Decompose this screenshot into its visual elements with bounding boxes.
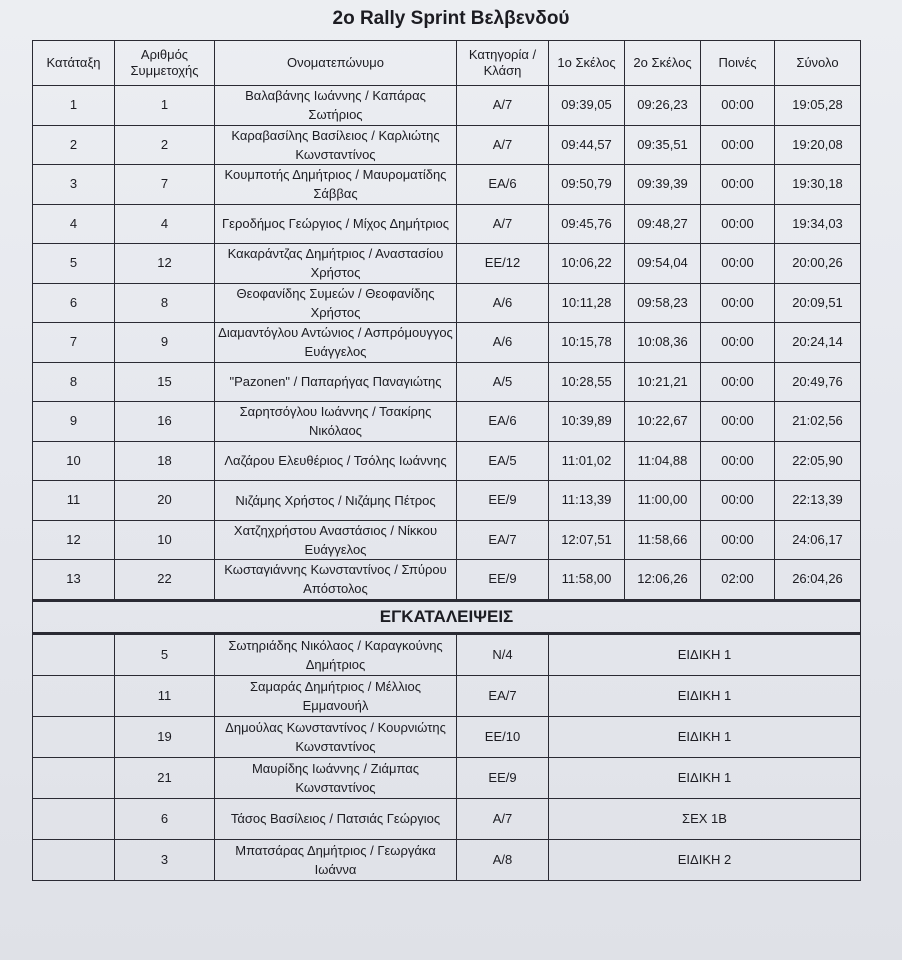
- class-cell: Α/7: [457, 798, 549, 839]
- retirement-stage-cell: ΕΙΔΙΚΗ 1: [549, 675, 861, 716]
- class-cell: Α/7: [457, 125, 549, 165]
- crew-name-cell: Σωτηριάδης Νικόλαος / Καραγκούνης Δημήτριος: [215, 633, 457, 675]
- result-row: [33, 481, 861, 521]
- total-time-cell: 19:20,08: [775, 125, 861, 165]
- entry-number-cell: 12: [115, 244, 215, 284]
- crew-name-cell: Βαλαβάνης Ιωάννης / Καπάρας Σωτήριος: [215, 86, 457, 126]
- total-time-cell: 20:09,51: [775, 283, 861, 323]
- leg-1-time-cell: 10:11,28: [549, 283, 625, 323]
- result-row: [33, 362, 861, 402]
- retirement-stage-cell: ΕΙΔΙΚΗ 1: [549, 716, 861, 757]
- empty-position-cell: [33, 675, 115, 716]
- penalty-cell: 00:00: [701, 402, 775, 442]
- penalty-cell: 00:00: [701, 481, 775, 521]
- leg-1-time-cell: 12:07,51: [549, 520, 625, 560]
- entry-number-cell: 21: [115, 757, 215, 798]
- header-row: [33, 41, 861, 86]
- class-cell: Α/7: [457, 204, 549, 244]
- position-cell: 11: [33, 481, 115, 521]
- retirement-row: [33, 716, 861, 757]
- result-row: [33, 86, 861, 126]
- leg-2-time-cell: 10:22,67: [625, 402, 701, 442]
- leg-2-time-cell: 10:21,21: [625, 362, 701, 402]
- crew-name-cell: Σαμαράς Δημήτριος / Μέλλιος Εμμανουήλ: [215, 675, 457, 716]
- penalty-cell: 00:00: [701, 283, 775, 323]
- entry-number-cell: 15: [115, 362, 215, 402]
- crew-name-cell: Κακαράντζας Δημήτριος / Αναστασίου Χρήστος: [215, 244, 457, 284]
- position-cell: 8: [33, 362, 115, 402]
- empty-position-cell: [33, 798, 115, 839]
- total-time-cell: 20:24,14: [775, 323, 861, 363]
- empty-position-cell: [33, 716, 115, 757]
- leg-2-time-cell: 11:00,00: [625, 481, 701, 521]
- retirement-row: [33, 757, 861, 798]
- leg-2-time-cell: 09:35,51: [625, 125, 701, 165]
- class-cell: ΕΕ/9: [457, 757, 549, 798]
- leg-1-time-cell: 10:39,89: [549, 402, 625, 442]
- class-cell: Α/5: [457, 362, 549, 402]
- entry-number-cell: 6: [115, 798, 215, 839]
- position-cell: 5: [33, 244, 115, 284]
- class-cell: ΕΕ/12: [457, 244, 549, 284]
- result-row: [33, 244, 861, 284]
- position-cell: 7: [33, 323, 115, 363]
- result-row: [33, 560, 861, 601]
- crew-name-cell: Κωσταγιάννης Κωνσταντίνος / Σπύρου Απόστολος: [215, 560, 457, 601]
- entry-number-cell: 5: [115, 633, 215, 675]
- class-cell: Α/6: [457, 283, 549, 323]
- leg-1-time-cell: 10:28,55: [549, 362, 625, 402]
- penalty-cell: 00:00: [701, 86, 775, 126]
- header-leg-2: 2ο Σκέλος: [625, 41, 701, 86]
- leg-1-time-cell: 11:58,00: [549, 560, 625, 601]
- retirement-stage-cell: ΣΕΧ 1Β: [549, 798, 861, 839]
- penalty-cell: 00:00: [701, 520, 775, 560]
- crew-name-cell: "Pazonen" / Παπαρήγας Παναγιώτης: [215, 362, 457, 402]
- position-cell: 1: [33, 86, 115, 126]
- leg-1-time-cell: 09:39,05: [549, 86, 625, 126]
- class-cell: ΕΑ/5: [457, 441, 549, 481]
- penalty-cell: 00:00: [701, 323, 775, 363]
- crew-name-cell: Σαρητσόγλου Ιωάννης / Τσακίρης Νικόλαος: [215, 402, 457, 442]
- retirement-stage-cell: ΕΙΔΙΚΗ 1: [549, 633, 861, 675]
- position-cell: 10: [33, 441, 115, 481]
- results-table: [32, 40, 861, 881]
- leg-1-time-cell: 10:06,22: [549, 244, 625, 284]
- total-time-cell: 22:13,39: [775, 481, 861, 521]
- class-cell: ΕΑ/7: [457, 520, 549, 560]
- leg-2-time-cell: 09:26,23: [625, 86, 701, 126]
- entry-number-cell: 11: [115, 675, 215, 716]
- class-cell: Α/8: [457, 839, 549, 880]
- retirements-header-row: [33, 600, 861, 633]
- entry-number-cell: 10: [115, 520, 215, 560]
- entry-number-cell: 20: [115, 481, 215, 521]
- total-time-cell: 20:49,76: [775, 362, 861, 402]
- leg-1-time-cell: 09:44,57: [549, 125, 625, 165]
- crew-name-cell: Κουμποτής Δημήτριος / Μαυροματίδης Σάββας: [215, 165, 457, 205]
- leg-2-time-cell: 10:08,36: [625, 323, 701, 363]
- result-row: [33, 323, 861, 363]
- retirement-row: [33, 798, 861, 839]
- crew-name-cell: Μαυρίδης Ιωάννης / Ζιάμπας Κωνσταντίνος: [215, 757, 457, 798]
- crew-name-cell: Γεροδήμος Γεώργιος / Μίχος Δημήτριος: [215, 204, 457, 244]
- crew-name-cell: Λαζάρου Ελευθέριος / Τσόλης Ιωάννης: [215, 441, 457, 481]
- leg-1-time-cell: 10:15,78: [549, 323, 625, 363]
- position-cell: 9: [33, 402, 115, 442]
- leg-2-time-cell: 09:39,39: [625, 165, 701, 205]
- leg-2-time-cell: 09:54,04: [625, 244, 701, 284]
- total-time-cell: 21:02,56: [775, 402, 861, 442]
- crew-name-cell: Δημούλας Κωνσταντίνος / Κουρνιώτης Κωνσταντίνος: [215, 716, 457, 757]
- position-cell: 12: [33, 520, 115, 560]
- total-time-cell: 24:06,17: [775, 520, 861, 560]
- total-time-cell: 22:05,90: [775, 441, 861, 481]
- class-cell: Α/6: [457, 323, 549, 363]
- header-category-class: Κατηγορία / Κλάση: [457, 41, 549, 86]
- entry-number-cell: 4: [115, 204, 215, 244]
- entry-number-cell: 7: [115, 165, 215, 205]
- header-leg-1: 1ο Σκέλος: [549, 41, 625, 86]
- leg-1-time-cell: 11:01,02: [549, 441, 625, 481]
- entry-number-cell: 9: [115, 323, 215, 363]
- result-row: [33, 165, 861, 205]
- crew-name-cell: Χατζηχρήστου Αναστάσιος / Νίκκου Ευάγγελος: [215, 520, 457, 560]
- empty-position-cell: [33, 633, 115, 675]
- total-time-cell: 20:00,26: [775, 244, 861, 284]
- entry-number-cell: 18: [115, 441, 215, 481]
- header-penalties: Ποινές: [701, 41, 775, 86]
- leg-1-time-cell: 09:50,79: [549, 165, 625, 205]
- penalty-cell: 00:00: [701, 441, 775, 481]
- crew-name-cell: Μπατσάρας Δημήτριος / Γεωργάκα Ιωάννα: [215, 839, 457, 880]
- penalty-cell: 00:00: [701, 362, 775, 402]
- result-row: [33, 283, 861, 323]
- retirement-row: [33, 633, 861, 675]
- crew-name-cell: Τάσος Βασίλειος / Πατσιάς Γεώργιος: [215, 798, 457, 839]
- position-cell: 4: [33, 204, 115, 244]
- header-position: Κατάταξη: [33, 41, 115, 86]
- leg-1-time-cell: 11:13,39: [549, 481, 625, 521]
- penalty-cell: 00:00: [701, 204, 775, 244]
- leg-2-time-cell: 12:06,26: [625, 560, 701, 601]
- class-cell: Ν/4: [457, 633, 549, 675]
- header-crew-name: Ονοματεπώνυμο: [215, 41, 457, 86]
- empty-position-cell: [33, 757, 115, 798]
- entry-number-cell: 16: [115, 402, 215, 442]
- leg-2-time-cell: 09:48,27: [625, 204, 701, 244]
- entry-number-cell: 19: [115, 716, 215, 757]
- class-cell: ΕΑ/7: [457, 675, 549, 716]
- total-time-cell: 19:34,03: [775, 204, 861, 244]
- page-title: 2ο Rally Sprint Βελβενδού: [332, 8, 570, 29]
- position-cell: 6: [33, 283, 115, 323]
- entry-number-cell: 22: [115, 560, 215, 601]
- result-row: [33, 520, 861, 560]
- empty-position-cell: [33, 839, 115, 880]
- class-cell: ΕΕ/9: [457, 560, 549, 601]
- result-row: [33, 402, 861, 442]
- retirements-title: ΕΓΚΑΤΑΛΕΙΨΕΙΣ: [33, 600, 861, 633]
- retirement-stage-cell: ΕΙΔΙΚΗ 1: [549, 757, 861, 798]
- leg-2-time-cell: 11:04,88: [625, 441, 701, 481]
- entry-number-cell: 1: [115, 86, 215, 126]
- entry-number-cell: 8: [115, 283, 215, 323]
- position-cell: 3: [33, 165, 115, 205]
- penalty-cell: 00:00: [701, 165, 775, 205]
- entry-number-cell: 2: [115, 125, 215, 165]
- leg-1-time-cell: 09:45,76: [549, 204, 625, 244]
- crew-name-cell: Νιζάμης Χρήστος / Νιζάμης Πέτρος: [215, 481, 457, 521]
- entry-number-cell: 3: [115, 839, 215, 880]
- header-entry-number: Αριθμός Συμμετοχής: [115, 41, 215, 86]
- penalty-cell: 00:00: [701, 125, 775, 165]
- result-row: [33, 441, 861, 481]
- class-cell: ΕΑ/6: [457, 165, 549, 205]
- retirement-row: [33, 675, 861, 716]
- position-cell: 13: [33, 560, 115, 601]
- leg-2-time-cell: 11:58,66: [625, 520, 701, 560]
- crew-name-cell: Καραβασίλης Βασίλειος / Καρλιώτης Κωνσταντίνος: [215, 125, 457, 165]
- crew-name-cell: Θεοφανίδης Συμεών / Θεοφανίδης Χρήστος: [215, 283, 457, 323]
- position-cell: 2: [33, 125, 115, 165]
- penalty-cell: 00:00: [701, 244, 775, 284]
- leg-2-time-cell: 09:58,23: [625, 283, 701, 323]
- total-time-cell: 19:30,18: [775, 165, 861, 205]
- total-time-cell: 26:04,26: [775, 560, 861, 601]
- penalty-cell: 02:00: [701, 560, 775, 601]
- header-total: Σύνολο: [775, 41, 861, 86]
- result-row: [33, 204, 861, 244]
- retirement-stage-cell: ΕΙΔΙΚΗ 2: [549, 839, 861, 880]
- class-cell: Α/7: [457, 86, 549, 126]
- class-cell: ΕΑ/6: [457, 402, 549, 442]
- result-row: [33, 125, 861, 165]
- class-cell: ΕΕ/9: [457, 481, 549, 521]
- retirement-row: [33, 839, 861, 880]
- crew-name-cell: Διαμαντόγλου Αντώνιος / Ασπρόμουγγος Ευάγγελος: [215, 323, 457, 363]
- class-cell: ΕΕ/10: [457, 716, 549, 757]
- total-time-cell: 19:05,28: [775, 86, 861, 126]
